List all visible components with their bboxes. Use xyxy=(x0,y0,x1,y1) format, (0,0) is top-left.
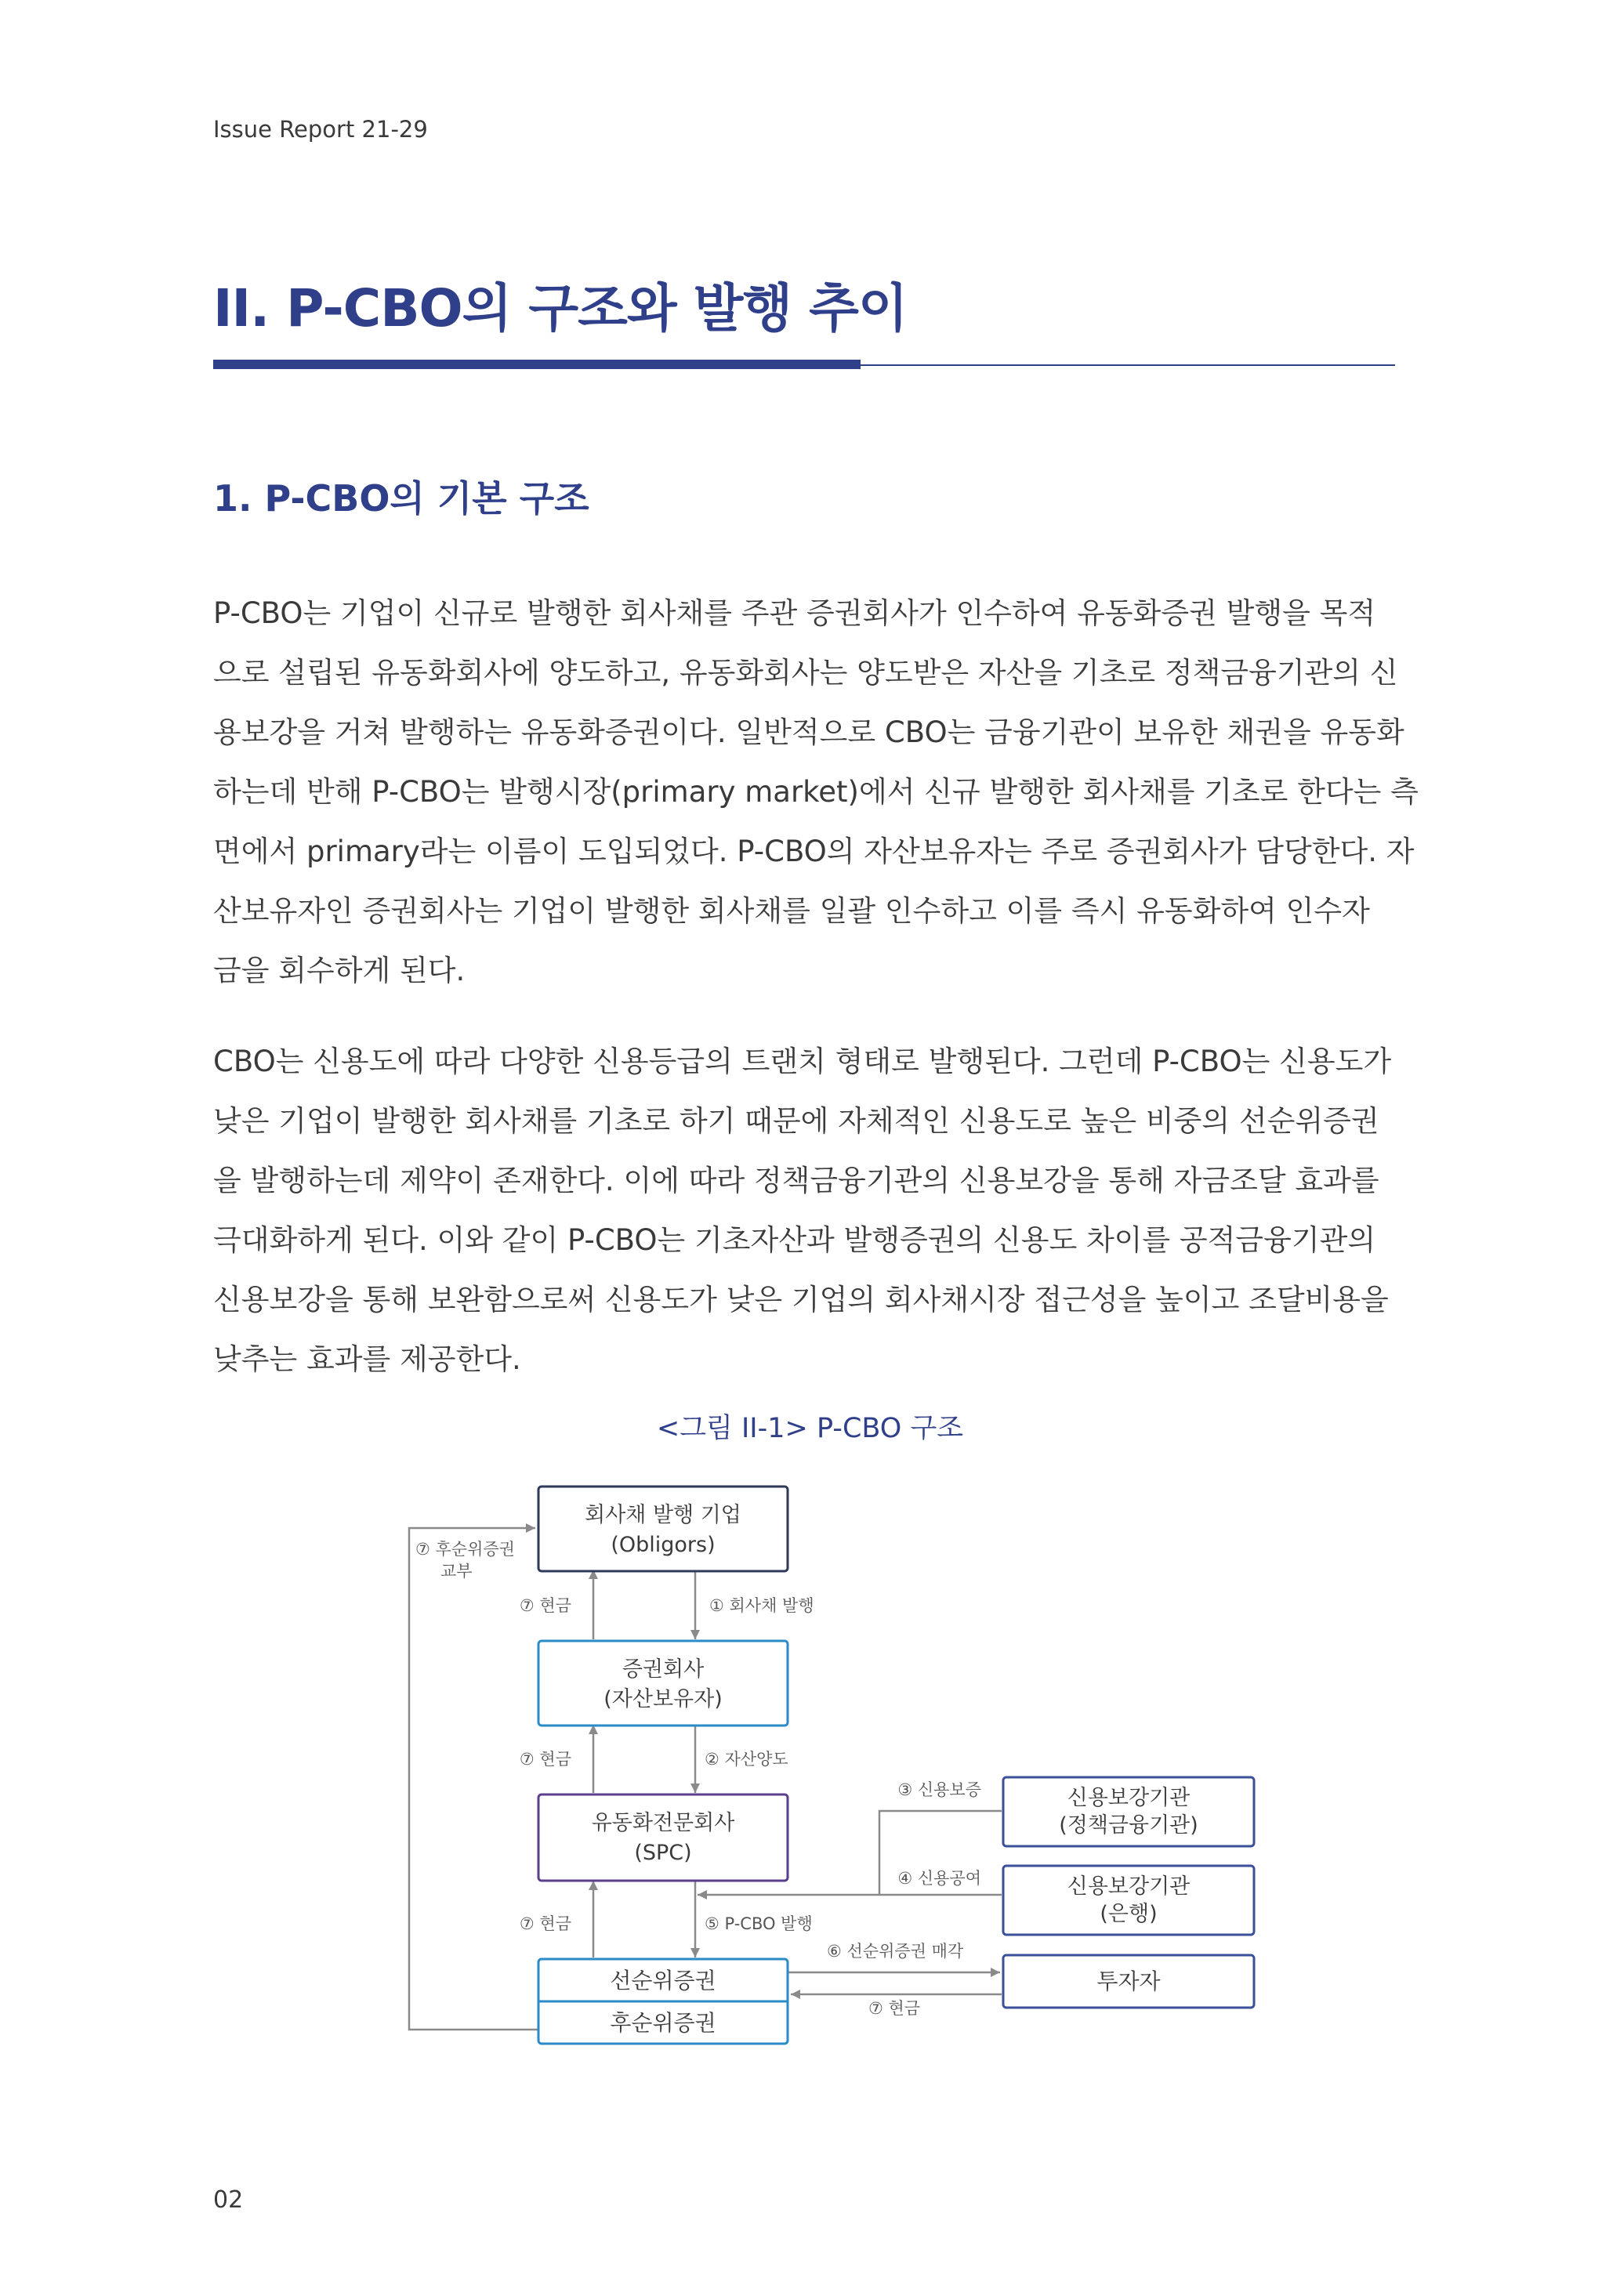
label-credit-line: ④ 신용공여 xyxy=(897,1869,981,1888)
chapter-title: II. P-CBO의 구조와 발행 추이 xyxy=(213,278,908,339)
node-policy-label: 신용보강기관 xyxy=(1067,1786,1191,1810)
label-bond-issue: ① 회사채 발행 xyxy=(709,1596,814,1615)
node-investor-label: 투자자 xyxy=(1096,1968,1161,1994)
paragraph-line: 면에서 primary라는 이름이 도입되었다. P-CBO의 자산보유자는 주로 증권회사가 담당한다. 자 xyxy=(213,835,1415,868)
report-header: Issue Report 21-29 xyxy=(213,116,428,143)
paragraph-line: 신용보강을 통해 보완함으로써 신용도가 낮은 기업의 회사채시장 접근성을 높이고 조달비용을 xyxy=(213,1283,1389,1316)
paragraph-line: P-CBO는 기업이 신규로 발행한 회사채를 주관 증권회사가 인수하여 유동화증권 발행을 목적 xyxy=(213,596,1376,630)
node-senior-label: 선순위증권 xyxy=(610,1968,716,1994)
paragraph-line: 극대화하게 된다. 이와 같이 P-CBO는 기초자산과 발행증권의 신용도 차이를 공적금융기관의 xyxy=(213,1223,1376,1257)
paragraph-line: 을 발행하는데 제약이 존재한다. 이에 따라 정책금융기관의 신용보강을 통해 자금조달 효과를 xyxy=(213,1164,1379,1197)
paragraph-line: CBO는 신용도에 따라 다양한 신용등급의 트랜치 형태로 발행된다. 그런데 P-CBO는 신용도가 xyxy=(213,1045,1392,1078)
node-policy-sublabel: (정책금융기관) xyxy=(1059,1813,1198,1838)
label-cash-to-obligor: ⑦ 현금 xyxy=(519,1596,571,1615)
node-securities-label: 증권회사 xyxy=(622,1657,705,1682)
node-obligors xyxy=(538,1487,788,1571)
node-spc-sublabel: (SPC) xyxy=(634,1841,692,1865)
label-asset-transfer: ② 자산양도 xyxy=(705,1750,788,1769)
label-junior-delivery-2: 교부 xyxy=(440,1562,473,1581)
label-credit-guarantee: ③ 신용보증 xyxy=(897,1780,981,1799)
page-number: 02 xyxy=(213,2186,244,2214)
paragraph-line: 으로 설립된 유동화회사에 양도하고, 유동화회사는 양도받은 자산을 기초로 정책금융기관의 신 xyxy=(213,656,1398,690)
node-junior-label: 후순위증권 xyxy=(610,2010,716,2036)
node-obligors-sublabel: (Obligors) xyxy=(611,1533,716,1557)
label-cash-from-investor: ⑦ 현금 xyxy=(868,1999,921,2018)
node-obligors-label: 회사채 발행 기업 xyxy=(585,1503,741,1527)
paragraph-line: 용보강을 거쳐 발행하는 유동화증권이다. 일반적으로 CBO는 금융기관이 보유한 채권을 유동화 xyxy=(213,715,1404,749)
figure-caption: <그림 II-1> P-CBO 구조 xyxy=(656,1413,964,1444)
node-securities-sublabel: (자산보유자) xyxy=(603,1687,723,1711)
paragraph-line: 산보유자인 증권회사는 기업이 발행한 회사채를 일괄 인수하고 이를 즉시 유동화하여 인수자 xyxy=(213,894,1370,928)
node-spc-label: 유동화전문회사 xyxy=(591,1811,735,1835)
node-spc xyxy=(538,1794,788,1881)
label-junior-delivery: ⑦ 후순위증권 xyxy=(415,1540,515,1559)
label-senior-sale: ⑥ 선순위증권 매각 xyxy=(827,1942,964,1961)
section-title: 1. P-CBO의 기본 구조 xyxy=(213,477,589,520)
paragraph-line: 낮은 기업이 발행한 회사채를 기초로 하기 때문에 자체적인 신용도로 높은 비중의 선순위증권 xyxy=(213,1104,1379,1138)
label-cash-to-securities: ⑦ 현금 xyxy=(519,1750,571,1769)
node-bank-sublabel: (은행) xyxy=(1100,1902,1158,1926)
paragraph-line: 하는데 반해 P-CBO는 발행시장(primary market)에서 신규 발행한 회사채를 기초로 한다는 측 xyxy=(213,775,1419,809)
paragraph-line: 낮추는 효과를 제공한다. xyxy=(213,1342,521,1376)
node-bank-label: 신용보강기관 xyxy=(1067,1874,1191,1899)
label-pcbo-issue: ⑤ P-CBO 발행 xyxy=(705,1914,813,1933)
paragraph-line: 금을 회수하게 된다. xyxy=(213,954,466,987)
label-cash-to-spc: ⑦ 현금 xyxy=(519,1914,571,1933)
node-securities xyxy=(538,1641,788,1726)
